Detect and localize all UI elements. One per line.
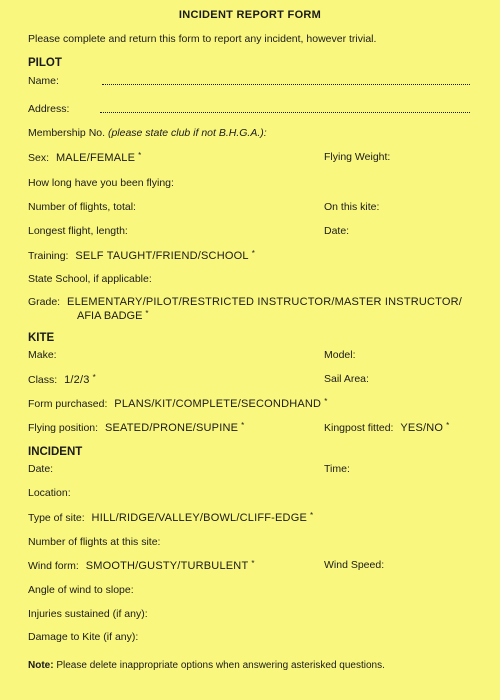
sex-row [28,151,486,164]
wind-form-label: Wind form: [28,560,79,572]
address-label: Address: [28,103,70,115]
incident-date-label: Date: [28,463,54,475]
injuries-label: Injuries sustained (if any): [28,608,148,620]
grade-label: Grade: [28,296,61,308]
kingpost-label: Kingpost fitted: [324,422,394,434]
asterisk: * [324,397,328,406]
address-dotted-line[interactable] [100,112,470,113]
kite-heading: KITE [28,332,55,344]
grade-row-continued [77,309,486,322]
sail-area-label: Sail Area: [324,373,369,385]
incident-heading: INCIDENT [28,446,83,458]
name-field-row [28,75,486,87]
form-purchased-row [28,397,486,410]
address-field-row [28,103,486,115]
name-dotted-line[interactable] [102,84,470,85]
kingpost-row [324,421,449,434]
note-text: Please delete inappropriate options when answering asterisked questions. [56,660,385,671]
flying-position-options[interactable]: SEATED/PRONE/SUPINE [104,422,239,434]
asterisk: * [251,249,255,258]
grade-row [28,296,486,308]
asterisk: * [92,373,96,382]
asterisk: * [241,421,245,430]
training-label: Training: [28,250,69,262]
longest-flight-label: Longest flight, length: [28,225,128,237]
site-type-label: Type of site: [28,512,85,524]
form-title: INCIDENT REPORT FORM [178,9,322,21]
asterisk: * [310,511,314,520]
on-this-kite-label: On this kite: [324,201,380,213]
membership-row [28,127,486,139]
footer-note [28,660,486,671]
wind-speed-label: Wind Speed: [324,559,385,571]
intro-text: Please complete and return this form to report any incident, however trivial. [28,33,377,45]
flying-position-label: Flying position: [28,422,99,434]
class-options[interactable]: 1/2/3 [64,374,90,386]
model-label: Model: [324,349,356,361]
pilot-date-label: Date: [324,225,350,237]
name-label: Name: [28,75,59,87]
location-label: Location: [28,487,71,499]
sex-options[interactable]: MALE/FEMALE [55,152,136,164]
sex-label: Sex: [28,152,50,164]
flights-at-site-label: Number of flights at this site: [28,536,161,548]
form-purchased-label: Form purchased: [28,398,108,410]
make-label: Make: [28,349,57,361]
note-label: Note: [28,660,54,671]
pilot-heading: PILOT [28,57,62,69]
class-label: Class: [28,374,58,386]
class-row [28,373,486,386]
how-long-label: How long have you been flying: [28,177,174,189]
form-purchased-options[interactable]: PLANS/KIT/COMPLETE/SECONDHAND [114,398,322,410]
damage-label: Damage to Kite (if any): [28,631,139,643]
wind-angle-label: Angle of wind to slope: [28,584,134,596]
asterisk: * [446,421,450,430]
grade-options-line1[interactable]: ELEMENTARY/PILOT/RESTRICTED INSTRUCTOR/MASTER INSTRUCTOR/ [67,296,463,308]
asterisk: * [145,309,149,318]
asterisk: * [251,559,255,568]
site-type-options[interactable]: HILL/RIDGE/VALLEY/BOWL/CLIFF-EDGE [91,512,307,524]
flights-total-label: Number of flights, total: [28,201,136,213]
flying-weight-label: Flying Weight: [324,151,391,163]
state-school-label: State School, if applicable: [28,273,152,285]
grade-options-line2[interactable]: AFIA BADGE [77,310,143,322]
time-label: Time: [324,463,350,475]
membership-note: (please state club if not B.H.G.A.): [107,127,267,139]
training-row [28,249,486,262]
membership-label: Membership No. [28,127,106,139]
asterisk: * [138,151,142,160]
site-type-row [28,511,486,524]
training-options[interactable]: SELF TAUGHT/FRIEND/SCHOOL [75,250,249,262]
wind-form-row [28,559,486,572]
kingpost-options[interactable]: YES/NO [400,422,444,434]
wind-form-options[interactable]: SMOOTH/GUSTY/TURBULENT [85,560,249,572]
